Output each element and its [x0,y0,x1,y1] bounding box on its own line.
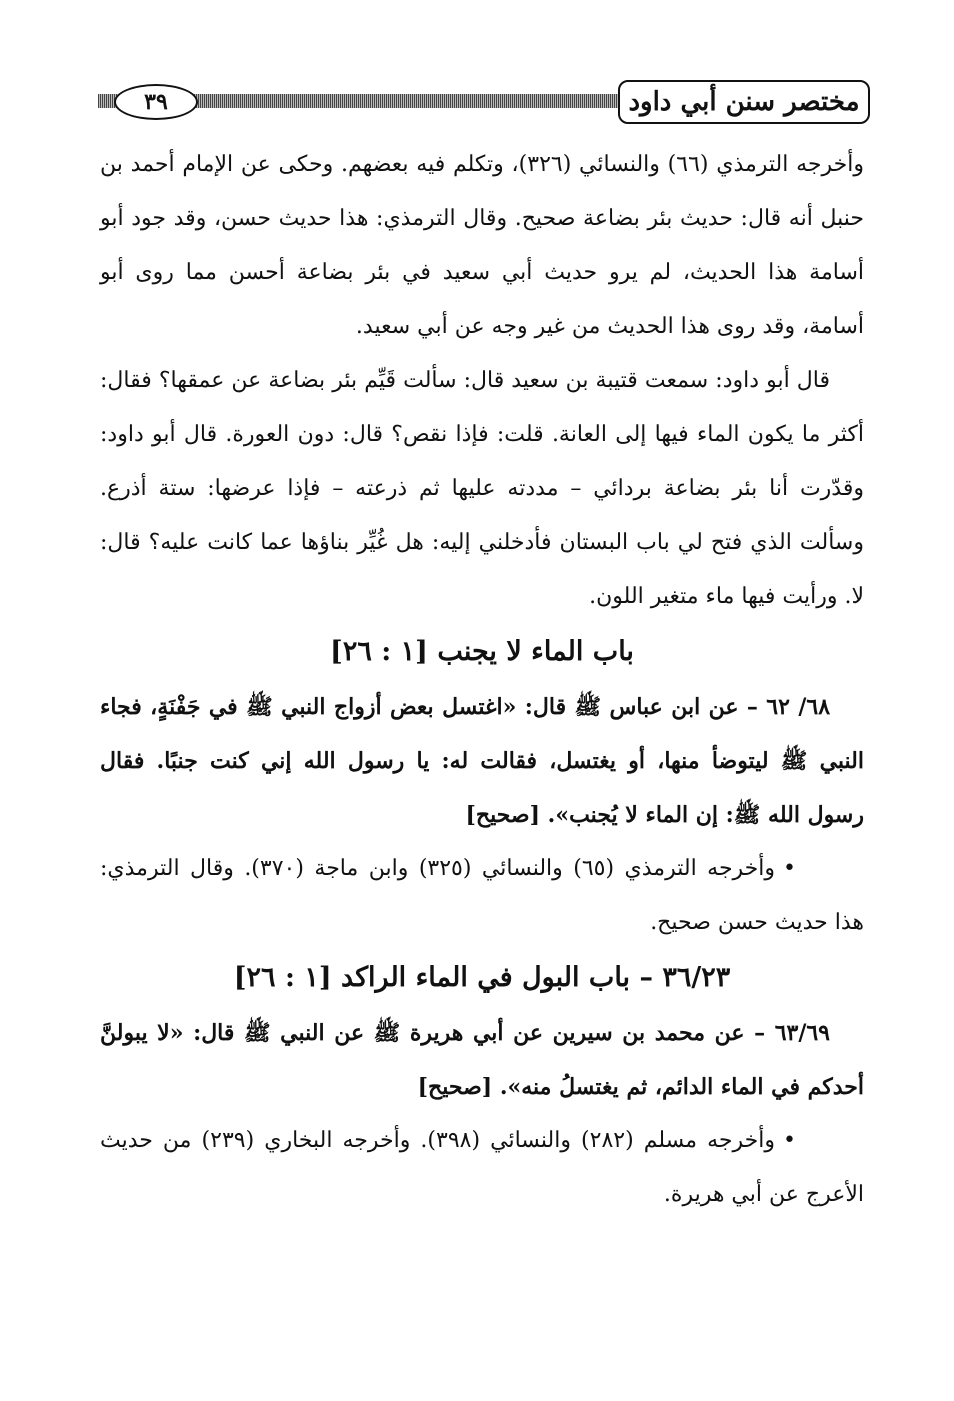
bullet-icon: • [783,1128,796,1153]
hadith-68: ٦٨/ ٦٢ – عن ابن عباس ﷺ قال: «اغتسل بعض أزواج النبي ﷺ في جَفْنَةٍ، فجاء النبي ﷺ ليتوضأ منها، أو يغتسل، فقالت له: يا رسول الله إني كنت جنبًا. فقال رسول الله ﷺ: إن الماء لا يُجنب». [صحيح] [100,694,864,828]
bullet-icon: • [783,856,796,881]
takhrij-68-text: وأخرجه الترمذي (٦٥) والنسائي (٣٢٥) وابن ماجة (٣٧٠). وقال الترمذي: هذا حديث حسن صحيح. [100,856,864,935]
takhrij-68 [100,842,864,950]
paragraph-takhrij-1: وأخرجه الترمذي (٦٦) والنسائي (٣٢٦)، وتكلم فيه بعضهم. وحكى عن الإمام أحمد بن حنبل أنه قال: حديث بئر بضاعة صحيح. وقال الترمذي: هذا حديث حسن، وقد جود أبو أسامة هذا الحديث، لم يرو حديث أبي سعيد في بئر بضاعة أحسن مما روى أبو أسامة، وقد روى هذا الحديث من غير وجه عن أبي سعيد. [100,152,865,339]
section-heading-1: باب الماء لا يجنب [١ : ٢٦] [330,636,634,667]
takhrij-69-text: وأخرجه مسلم (٢٨٢) والنسائي (٣٩٨). وأخرجه البخاري (٢٣٩) من حديث الأعرج عن أبي هريرة. [100,1128,864,1207]
page-number: ٣٩ [114,84,198,120]
takhrij-69 [100,1114,864,1222]
page-content [100,138,864,1222]
section-heading-2: ٣٦/٢٣ – باب البول في الماء الراكد [١ : ٢٦] [233,962,731,993]
page-header [98,80,870,130]
paragraph-abu-dawud-note: قال أبو داود: سمعت قتيبة بن سعيد قال: سألت قَيِّم بئر بضاعة عن عمقها؟ فقال: أكثر ما يكون الماء فيها إلى العانة. قلت: فإذا نقص؟ قال: دون العورة. قال أبو داود: وقدّرت أنا بئر بضاعة بردائي – مددته عليها ثم ذرعته – فإذا عرضها: ستة أذرع. وسألت الذي فتح لي باب البستان فأدخلني إليه: هل غُيِّر بناؤها عما كانت عليه؟ قال: لا. ورأيت فيها ماء متغير اللون. [100,368,864,609]
book-title: مختصر سنن أبي داود [618,80,870,124]
hadith-69: ٦٣/٦٩ – عن محمد بن سيرين عن أبي هريرة ﷺ عن النبي ﷺ قال: «لا يبولنَّ أحدكم في الماء الدائم، ثم يغتسلُ منه». [صحيح] [100,1020,864,1100]
